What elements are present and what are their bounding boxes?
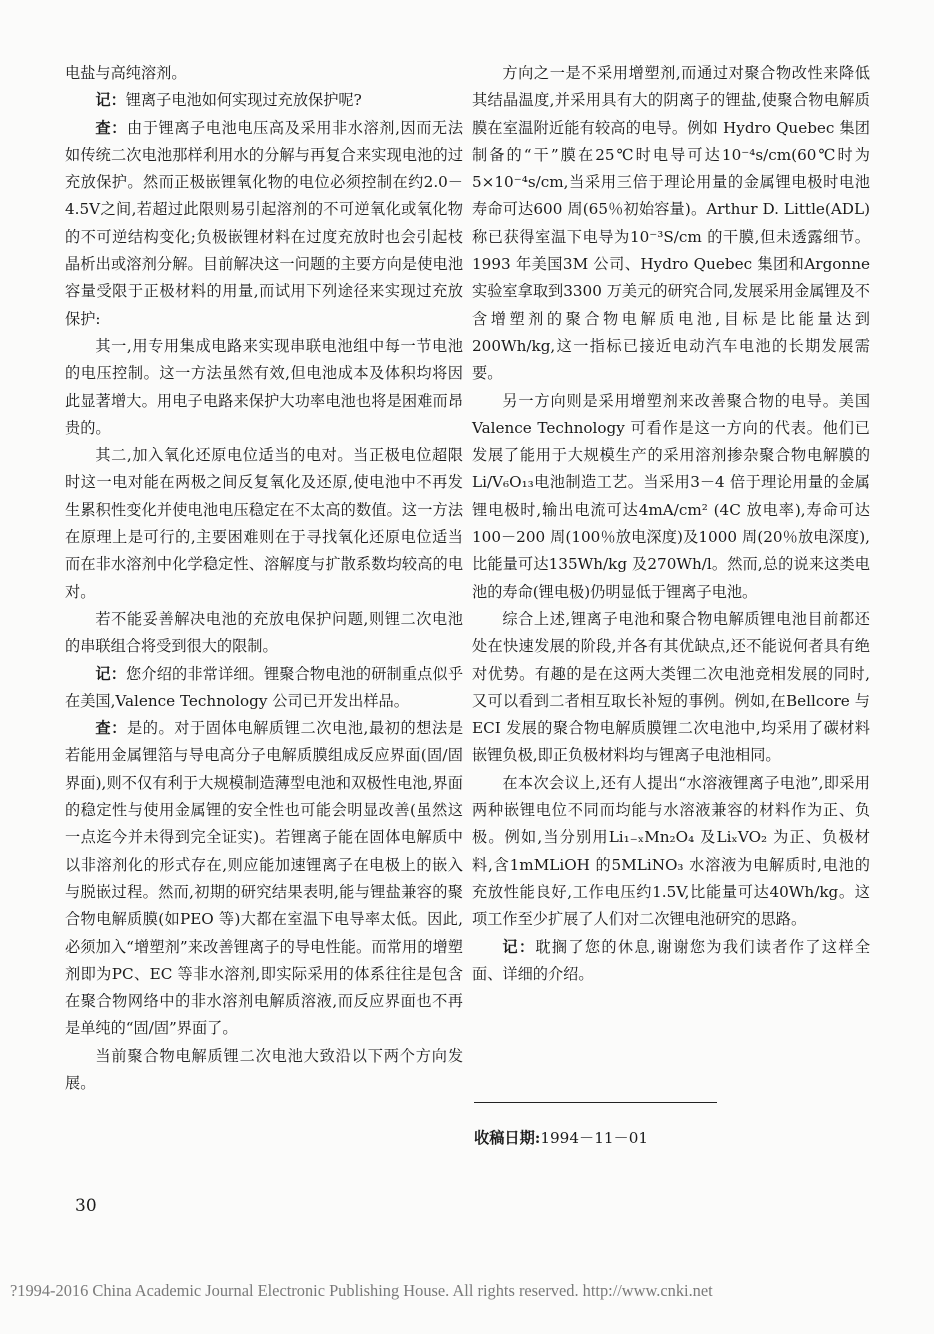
paragraph bbox=[65, 115, 463, 333]
speaker-label: 查： bbox=[95, 719, 127, 738]
paragraph-text: 另一方向则是采用增塑剂来改善聚合物的电导。美国Valence Technology 可看作是这一方向的代表。他们已发展了能用于大规模生产的采用溶剂掺杂聚合物电解膜的Li/V₆O₁₃电池制造工艺。当采用3－4 倍于理论用量的金属锂电极时,输出电流可达4mA/cm² (4C 放电率),寿命可达100－200 周(100％放电深度)及1000 周(20％放电深度),比能量可达135Wh/kg 及270Wh/l。然而,总的说来这类电池的寿命(锂电极)仍明显低于锂离子电池。 bbox=[472, 391, 870, 601]
speaker-label: 记： bbox=[95, 91, 126, 110]
paragraph-text: 综合上述,锂离子电池和聚合物电解质锂电池目前都还处在快速发展的阶段,并各有其优缺点,还不能说何者具有绝对优势。有趣的是在这两大类锂二次电池竞相发展的同时,又可以看到二者相互取长补短的事例。例如,在Bellcore 与ECI 发展的聚合物电解质膜锂二次电池中,均采用了碳材料嵌锂负极,即正负极材料均与锂离子电池相同。 bbox=[472, 609, 870, 765]
paragraph bbox=[65, 715, 463, 1043]
paragraph bbox=[472, 934, 870, 989]
paragraph bbox=[472, 60, 870, 388]
paragraph-text: 电盐与高纯溶剂。 bbox=[65, 64, 187, 82]
paragraph bbox=[472, 606, 870, 770]
paragraph-text: 若不能妥善解决电池的充放电保护问题,则锂二次电池的串联组合将受到很大的限制。 bbox=[65, 609, 463, 656]
speaker-label: 记： bbox=[95, 664, 127, 683]
paragraph bbox=[472, 770, 870, 934]
paragraph bbox=[65, 87, 463, 114]
paragraph-text: 是的。对于固体电解质锂二次电池,最初的想法是若能用金属锂箔与导电高分子电解质膜组成反应界面(固/固界面),则不仅有利于大规模制造薄型电池和双极性电池,界面的稳定性与使用金属锂的安全性也可能会明显改善(虽然这一点迄今并未得到完全证实)。若锂离子能在固体电解质中以非溶剂化的形式存在,则应能加速锂离子在电极上的嵌入与脱嵌过程。然而,初期的研究结果表明,能与锂盐兼容的聚合物电解质膜(如PEO 等)大都在室温下电导率太低。因此,必须加入“增塑剂”来改善锂离子的导电性能。而常用的增塑剂即为PC、EC 等非水溶剂,即实际采用的体系往往是包含在聚合物网络中的非水溶剂电解质溶液,而反应界面也不再是单纯的“固/固”界面了。 bbox=[65, 719, 464, 1038]
paragraph bbox=[65, 442, 463, 606]
paragraph bbox=[65, 333, 463, 442]
speaker-label: 查： bbox=[95, 118, 127, 137]
paragraph-text: 当前聚合物电解质锂二次电池大致沿以下两个方向发展。 bbox=[65, 1046, 463, 1092]
end-rule bbox=[474, 1102, 717, 1103]
paragraph-text: 您介绍的非常详细。锂聚合物电池的研制重点似乎在美国,Valence Technology 公司已开发出样品。 bbox=[65, 664, 464, 710]
received-label: 收稿日期: bbox=[474, 1129, 541, 1147]
paragraph bbox=[65, 60, 463, 87]
page-number: 30 bbox=[75, 1196, 97, 1216]
speaker-label: 记： bbox=[502, 937, 536, 956]
paragraph-text: 锂离子电池如何实现过充放保护呢? bbox=[125, 91, 362, 110]
paragraph bbox=[65, 606, 463, 661]
paragraph-text: 耽搁了您的休息,谢谢您为我们读者作了这样全面、详细的介绍。 bbox=[472, 937, 871, 983]
received-date bbox=[474, 1126, 648, 1150]
paragraph-text: 其一,用专用集成电路来实现串联电池组中每一节电池的电压控制。这一方法虽然有效,但电池成本及体积均将因此显著增大。用电子电路来保护大功率电池也将是困难而昂贵的。 bbox=[65, 336, 463, 437]
paragraph-text: 由于锂离子电池电压高及采用非水溶剂,因而无法如传统二次电池那样利用水的分解与再复合来实现电池的过充放保护。然而正极嵌锂氧化物的电位必须控制在约2.0－4.5V之间,若超过此限则易引起溶剂的不可逆氧化或氧化物的不可逆结构变化;负极嵌锂材料在过度充放时也会引起枝晶析出或溶剂分解。目前解决这一问题的主要方向是使电池容量受限于正极材料的用量,而试用下列途径来实现过充放保护: bbox=[65, 118, 464, 328]
left-column bbox=[65, 60, 463, 1097]
copyright-footer: ?1994-2016 China Academic Journal Electronic Publishing House. All rights reserved. http://www.cnki.net bbox=[10, 1281, 713, 1300]
paragraph bbox=[472, 388, 870, 606]
received-value: 1994－11－01 bbox=[540, 1129, 649, 1147]
right-column bbox=[472, 60, 870, 988]
paragraph-text: 方向之一是不采用增塑剂,而通过对聚合物改性来降低其结晶温度,并采用具有大的阴离子的锂盐,使聚合物电解质膜在室温附近能有较高的电导。例如 Hydro Quebec 集团制备的“干”膜在25℃时电导可达10⁻⁴s/cm(60℃时为5×10⁻⁴s/cm,当采用三倍于理论用量的金属锂电极时电池寿命可达600 周(65％初始容量)。Arthur D. Little(ADL)称已获得室温下电导为10⁻³S/cm 的干膜,但未透露细节。1993 年美国3M 公司、Hydro Quebec 集团和Argonne 实验室拿取到3300 万美元的研究合同,发展采用金属锂及不含增塑剂的聚合物电解质电池,目标是比能量达到200Wh/kg,这一指标已接近电动汽车电池的长期发展需要。 bbox=[472, 64, 870, 383]
paragraph-text: 在本次会议上,还有人提出“水溶液锂离子电池”,即采用两种嵌锂电位不同而均能与水溶液兼容的材料作为正、负极。例如,当分别用Li₁₋ₓMn₂O₄ 及LiₓVO₂ 为正、负极材料,含1mMLiOH 的5MLiNO₃ 水溶液为电解质时,电池的充放性能良好,工作电压约1.5V,比能量可达40Wh/kg。这项工作至少扩展了人们对二次锂电池研究的思路。 bbox=[472, 773, 870, 929]
paragraph-text: 其二,加入氧化还原电位适当的电对。当正极电位超限时这一电对能在两极之间反复氧化及还原,使电池中不再发生累积性变化并使电池电压稳定在不太高的数值。这一方法在原理上是可行的,主要困难则在于寻找氧化还原电位适当而在非水溶剂中化学稳定性、溶解度与扩散系数均较高的电对。 bbox=[65, 446, 463, 601]
paragraph bbox=[65, 1043, 463, 1098]
paragraph bbox=[65, 661, 463, 716]
